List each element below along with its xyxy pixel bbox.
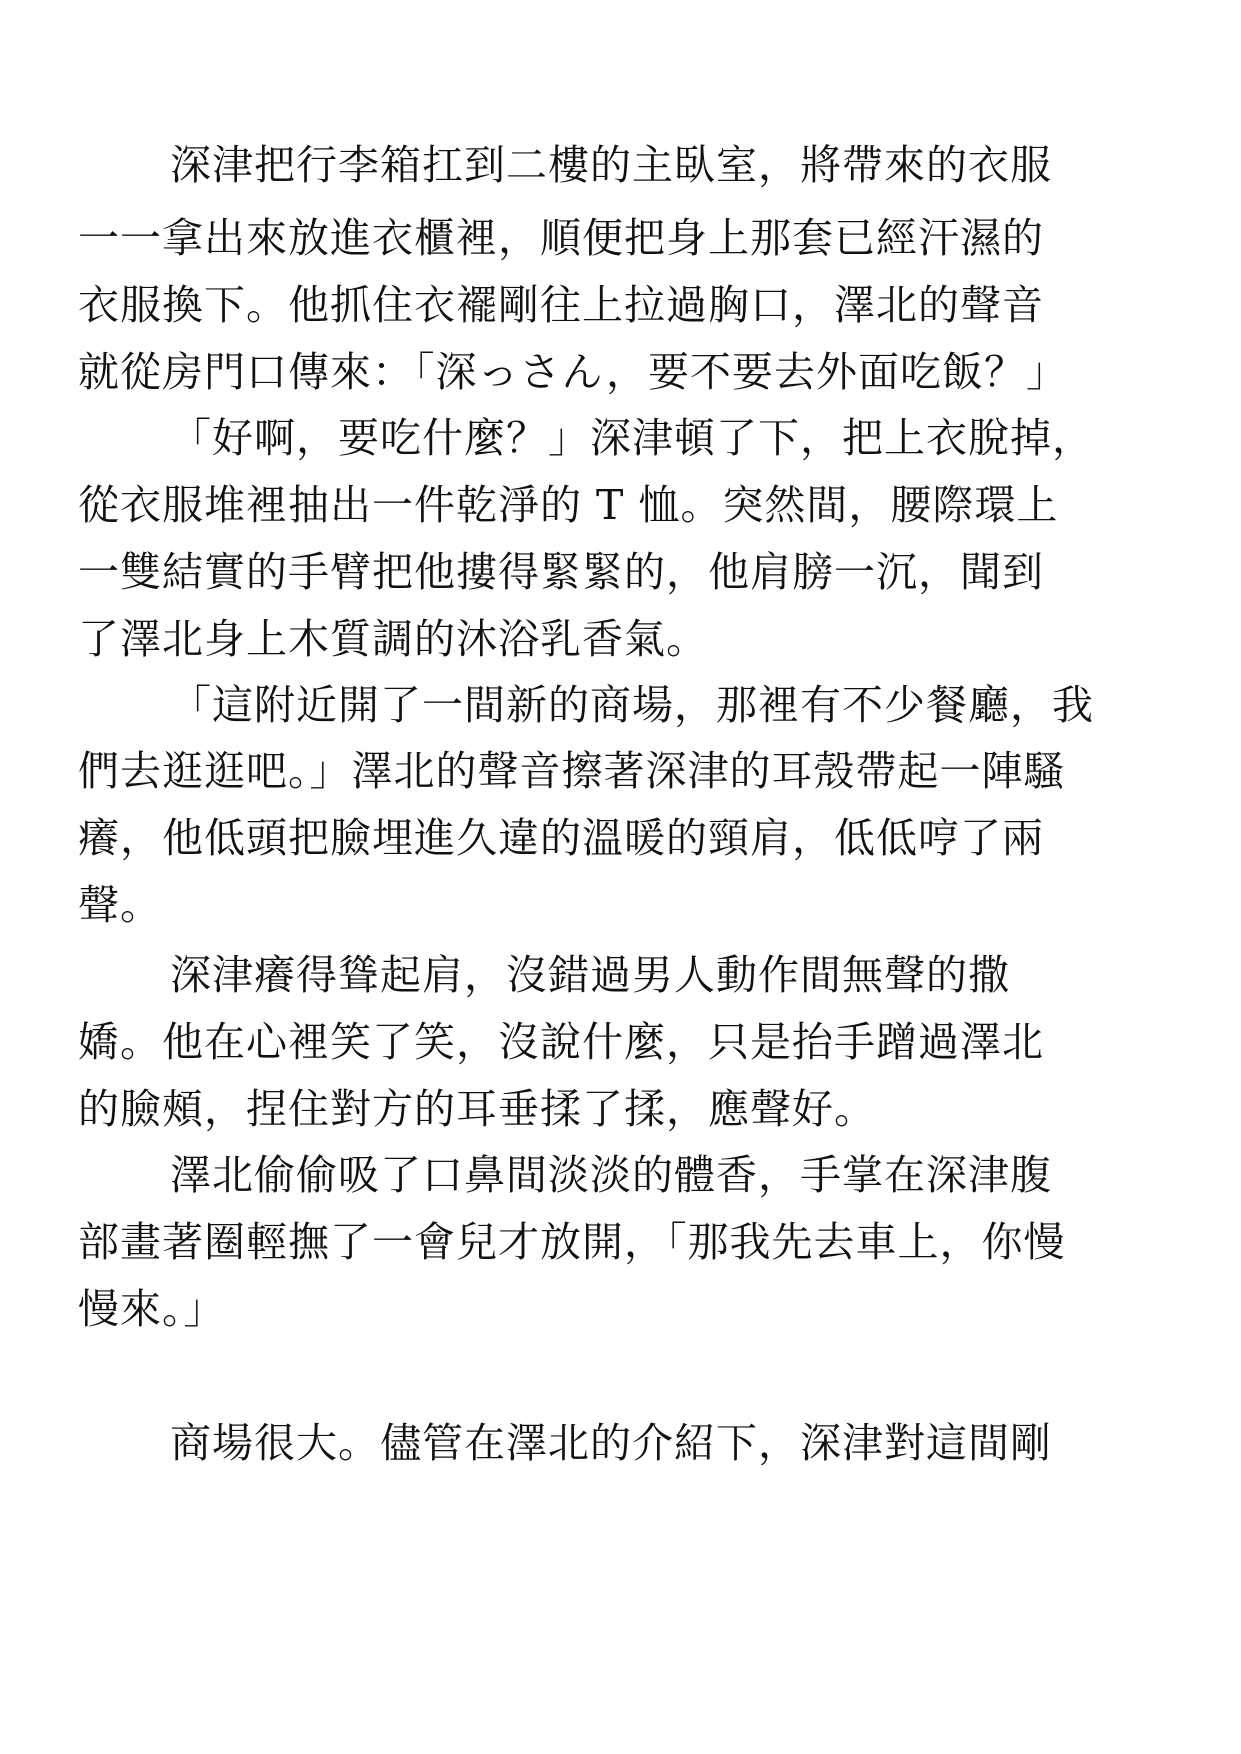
text-line: 從衣服堆裡抽出一件乾淨的 T 恤。突然間，腰際環上 [78, 481, 1059, 529]
text-line: 衣服換下。他抓住衣襬剛往上拉過胸口，澤北的聲音 [78, 281, 1044, 329]
text-line: 澤北偷偷吸了口鼻間淡淡的體香，手掌在深津腹 [170, 1151, 1052, 1199]
text-line: 就從房門口傳來：「深っさん，要不要去外面吃飯？」 [78, 348, 1068, 396]
text-line: 商場很大。儘管在澤北的介紹下，深津對這間剛 [170, 1419, 1052, 1467]
text-line: 了澤北身上木質調的沐浴乳香氣。 [78, 615, 708, 663]
text-line: 慢來。」 [78, 1285, 226, 1333]
text-line: 們去逛逛吧。」澤北的聲音擦著深津的耳殼帶起一陣騷 [78, 747, 1066, 795]
text-line: 深津把行李箱扛到二樓的主臥室，將帶來的衣服 [170, 141, 1052, 189]
text-line: 部畫著圈輕撫了一會兒才放開，「那我先去車上，你慢 [78, 1218, 1066, 1266]
text-line: 「這附近開了一間新的商場，那裡有不少餐廳，我 [170, 681, 1094, 729]
text-line: 癢，他低頭把臉埋進久違的溫暖的頸肩，低低哼了兩 [78, 814, 1044, 862]
text-line: 一一拿出來放進衣櫃裡，順便把身上那套已經汗濕的 [78, 214, 1044, 262]
text-line: 一雙結實的手臂把他摟得緊緊的，他肩膀一沉，聞到 [78, 548, 1044, 596]
text-line: 深津癢得聳起肩，沒錯過男人動作間無聲的撒 [170, 951, 1010, 999]
text-line: 聲。 [78, 881, 162, 929]
text-line: 的臉頰，捏住對方的耳垂揉了揉，應聲好。 [78, 1085, 876, 1133]
text-line: 「好啊，要吃什麼？」深津頓了下，把上衣脫掉， [170, 414, 1094, 462]
text-line: 嬌。他在心裡笑了笑，沒說什麼，只是抬手蹭過澤北 [78, 1018, 1044, 1066]
